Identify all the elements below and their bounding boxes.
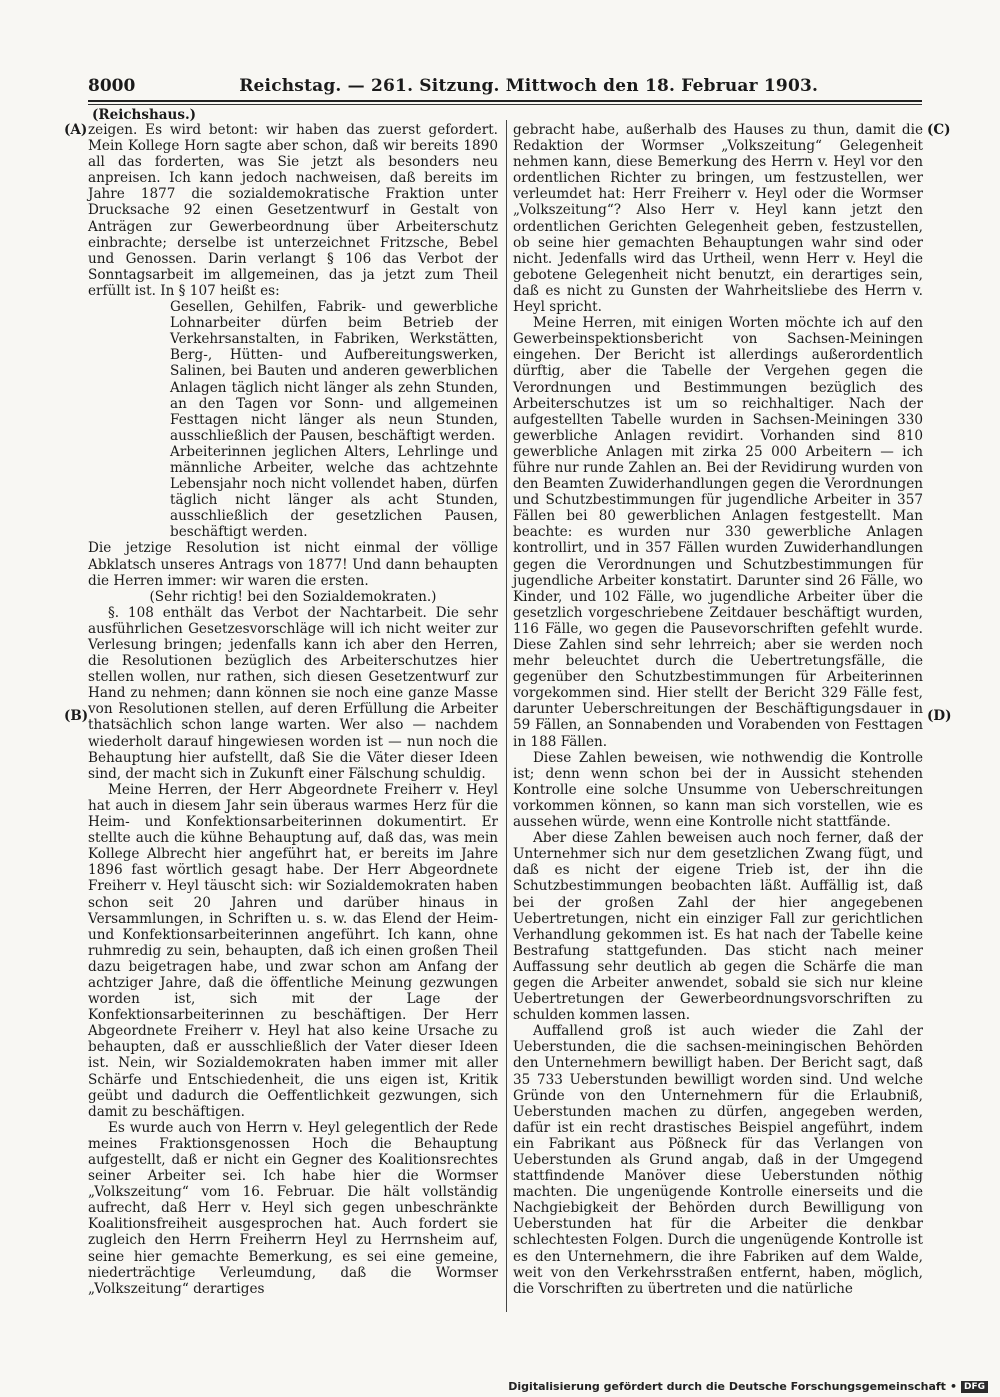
- left-quote-2: Arbeiterinnen jeglichen Alters, Lehrlinge und männliche Arbeiter, welche das achtzehnte Lebensjahr noch nicht vollendet haben, dürfen täglich nicht länger als acht Stunden, ausschließlich der gesetzlichen Pausen, beschäftigt werden.: [170, 443, 498, 541]
- right-paragraph-2: Meine Herren, mit einigen Worten möchte ich auf den Gewerbeinspektionsbericht von Sachsen-Meiningen eingehen. Der Bericht ist allerdings außerordentlich dürftig, aber die Tabelle der Vergehen gegen die Verordnungen und Bestimmungen bezüglich des Arbeiterschutzes ist um so reichhaltiger. Nach der aufgestellten Tabelle wurden in Sachsen-Meiningen 330 gewerbliche Anlagen revidirt. Vorhanden sind 810 gewerbliche Anlagen mit zirka 25 000 Arbeitern — ich führe nur runde Zahlen an. Bei der Revidirung wurden von den Beamten Zuwiderhandlungen gegen die Verordnungen und Schutzbestimmungen für jugendliche Arbeiter in 357 Fällen bei 80 gewerblichen Anlagen festgestellt. Man beachte: es wurden nur 330 gewerbliche Anlagen kontrollirt, und in 357 Fällen wurden Zuwiderhandlungen gegen die Verordnungen und Schutzbestimmungen für jugendliche Arbeiter konstatirt. Darunter sind 26 Fälle, wo Kinder, und 102 Fälle, wo jugendliche Arbeiter über die gesetzlich vorgeschriebene Zeitdauer beschäftigt wurden, 116 Fälle, wo gegen die Pausevorschriften gefehlt wurde. Diese Zahlen sind sehr lehrreich; aber sie werden noch mehr beleuchtet durch die Uebertretungsfälle, die gegenüber den Schutzbestimmungen für Arbeiterinnen vorgekommen sind. Hier stellt der Bericht 329 Fälle fest, darunter Ueberschreitungen der Beschäftigungsdauer in 59 Fällen, an Sonnabenden und Vorabenden von Festtagen in 188 Fällen.: [513, 315, 923, 750]
- left-paragraph-4: Meine Herren, der Herr Abgeordnete Freiherr v. Heyl hat auch in diesem Jahr sein überaus warmes Herz für die Heim- und Konfektionsarbeiterinnen dokumentirt. Er stellte auch die kühne Behauptung auf, daß das, was mein Kollege Albrecht hier angeführt hat, er bereits im Jahre 1896 fast wörtlich gesagt habe. Der Herr Abgeordnete Freiherr v. Heyl täuscht sich: wir Sozialdemokraten haben schon seit 20 Jahren und darüber hinaus in Versammlungen, in Schriften u. s. w. das Elend der Heim- und Konfektionsarbeiterinnen angeführt. Ich kann, ohne ruhmredig zu sein, behaupten, daß ich einen großen Theil dazu beigetragen habe, und zwar schon am Anfang der achtziger Jahre, daß die öffentliche Meinung gezwungen worden ist, sich mit der Lage der Konfektionsarbeiterinnen zu beschäftigen. Der Herr Abgeordnete Freiherr v. Heyl hat also keine Ursache zu behaupten, daß er ausschließlich der Vater dieser Ideen ist. Nein, wir Sozialdemokraten haben immer mit aller Schärfe und Entschiedenheit, die uns eigen ist, Kritik geübt und dadurch die Oeffentlichkeit gezwungen, sich damit zu beschäftigen.: [88, 781, 498, 1120]
- section-label: (Reichshaus.): [92, 107, 197, 123]
- dfg-logo: DFG: [961, 1381, 988, 1393]
- header-rule-thin: [88, 104, 922, 105]
- column-divider: [506, 120, 507, 1312]
- margin-marker-d: (D): [927, 708, 952, 724]
- left-paragraph-1: zeigen. Es wird betont: wir haben das zuerst gefordert. Mein Kollege Horn sagte aber schon, daß wir bereits 1890 all das forderten, was Sie jetzt als besonders neu anpreisen. Ich kann jedoch nachweisen, daß bereits im Jahre 1877 die sozialdemokratische Fraktion unter Drucksache 92 einen Gesetzentwurf in Gestalt von Anträgen zur Gewerbeordnung über Arbeiterschutz einbrachte; derselbe ist unterzeichnet Fritzsche, Bebel und Genossen. Darin verlangt § 106 das Verbot der Sonntagsarbeit im allgemeinen, das ja jetzt zum Theil erfüllt ist. In § 107 heißt es:: [88, 122, 498, 299]
- right-paragraph-3: Diese Zahlen beweisen, wie nothwendig die Kontrolle ist; denn wenn schon bei der in Aussicht stehenden Kontrolle eine solche Unsumme von Ueberschreitungen vorkommen können, so kann man sich vorstellen, wie es aussehen würde, wenn eine Kontrolle nicht stattfände.: [513, 749, 923, 831]
- page-title: Reichstag. — 261. Sitzung. Mittwoch den 18. Februar 1903.: [239, 76, 819, 96]
- margin-marker-a: (A): [64, 122, 88, 138]
- margin-marker-c: (C): [927, 122, 951, 138]
- header-rule: [88, 100, 922, 102]
- right-paragraph-4: Aber diese Zahlen beweisen auch noch ferner, daß der Unternehmer sich nur dem gesetzlichen Zwang fügt, und daß es nicht der eigene Trieb ist, der ihn die Schutzbestimmungen beobachten läßt. Auffällig ist, daß bei der großen Zahl der hier angegebenen Uebertretungen, nicht ein einziger Fall zur gerichtlichen Verhandlung gekommen ist. Es hat nach der Tabelle keine Bestrafung stattgefunden. Das sticht nach meiner Auffassung sehr deutlich ab gegen die Schärfe die man gegen die Arbeiter anwendet, sobald sie sich nur kleine Uebertretungen der Gewerbeordnungsvorschriften zu schulden kommen lassen.: [513, 830, 923, 1024]
- footer-text: Digitalisierung gefördert durch die Deutsche Forschungsgemeinschaft: [508, 1380, 946, 1393]
- digitization-footer: [508, 1380, 988, 1393]
- page-number: 8000: [88, 76, 136, 96]
- left-column: [88, 122, 498, 1297]
- margin-marker-b: (B): [64, 708, 89, 724]
- left-quote-1: Gesellen, Gehilfen, Fabrik- und gewerbliche Lohnarbeiter dürfen beim Betrieb der Verkehrsanstalten, in Fabriken, Werkstätten, Berg-, Hütten- und Aufbereitungswerken, Salinen, bei Bauten und anderen gewerblichen Anlagen täglich nicht länger als zehn Stunden, an den Tagen vor Sonn- und allgemeinen Festtagen nicht länger als neun Stunden, ausschließlich der Pausen, beschäftigt werden.: [170, 299, 498, 444]
- left-interjection: (Sehr richtig! bei den Sozialdemokraten.): [149, 588, 437, 605]
- right-paragraph-1: gebracht habe, außerhalb des Hauses zu thun, damit die Redaktion der Wormser „Volkszeitung“ Gelegenheit nehmen kann, diese Bemerkung des Herrn v. Heyl vor den ordentlichen Richter zu bringen, um festzustellen, wer verleumdet hat: Herr Freiherr v. Heyl oder die Wormser „Volkszeitung“? Also Herr v. Heyl kann jetzt den ordentlichen Gerichten Gelegenheit geben, festzustellen, ob seine hier gemachten Behauptungen wahr sind oder nicht. Jedenfalls wird das Urtheil, wenn Herr v. Heyl die gebotene Gelegenheit nicht benutzt, ein derartiges sein, daß es nicht zu Gunsten der Wahrheitsliebe des Herrn v. Heyl spricht.: [513, 122, 923, 316]
- right-column: [513, 122, 923, 1297]
- left-paragraph-3: §. 108 enthält das Verbot der Nachtarbeit. Die sehr ausführlichen Gesetzesvorschläge will ich nicht weiter zur Verlesung bringen; jedenfalls kann ich aber den Herren, die Resolutionen bezüglich des Arbeiterschutzes hier stellen wollen, nur rathen, sich diesen Gesetzentwurf zur Hand zu nehmen; dann können sie noch eine ganze Masse von Resolutionen stellen, auf deren Erfüllung die Arbeiter thatsächlich schon lange warten. Wer also — nachdem wiederholt darauf hingewiesen worden ist — nun noch die Behauptung hier aufstellt, daß Sie die Väter dieser Ideen sind, der macht sich in Zukunft einer Fälschung schuldig.: [88, 604, 498, 782]
- footer-separator-icon: •: [949, 1380, 957, 1393]
- left-paragraph-2: Die jetzige Resolution ist nicht einmal der völlige Abklatsch unseres Antrags von 1877! Und dann behaupten die Herren immer: wir waren die ersten.: [88, 540, 498, 589]
- right-paragraph-5: Auffallend groß ist auch wieder die Zahl der Ueberstunden, die die sachsen-meiningischen Behörden den Unternehmern bewilligt haben. Der Bericht sagt, daß 35 733 Ueberstunden bewilligt worden sind. Und welche Gründe von den Unternehmern für die Erlaubniß, Ueberstunden machen zu dürfen, angegeben werden, dafür ist ein recht drastisches Beispiel angeführt, indem ein Fabrikant aus Pößneck für das Verlangen von Ueberstunden als Grund angab, daß in der Umgegend stattfindende Manöver diese Ueberstunden nöthig machten. Die ungenügende Kontrolle einerseits und die Nachgiebigkeit der Behörden durch Bewilligung von Ueberstunden hat für die Arbeiter die denkbar schlechtesten Folgen. Durch die ungenügende Kontrolle ist es den Unternehmern, die ihre Fabriken auf dem Walde, weit von den Verkehrsstraßen entfernt, haben, möglich, die Vorschriften zu übertreten und die natürliche: [513, 1023, 923, 1297]
- left-paragraph-5: Es wurde auch von Herrn v. Heyl gelegentlich der Rede meines Fraktionsgenossen Hoch die Behauptung aufgestellt, daß er nicht ein Gegner des Koalitionsrechtes seiner Arbeiter sei. Ich habe hier die Wormser „Volkszeitung“ vom 16. Februar. Die hält vollständig aufrecht, daß Herr v. Heyl sich gegen unbeschränkte Koalitionsfreiheit ausgesprochen hat. Auch fordert sie zugleich den Herrn Freiherrn Heyl zu Herrnsheim auf, seine hier gemachte Bemerkung, es sei eine gemeine, niederträchtige Verleumdung, daß die Wormser „Volkszeitung“ derartiges: [88, 1119, 498, 1297]
- page-header: [88, 76, 922, 98]
